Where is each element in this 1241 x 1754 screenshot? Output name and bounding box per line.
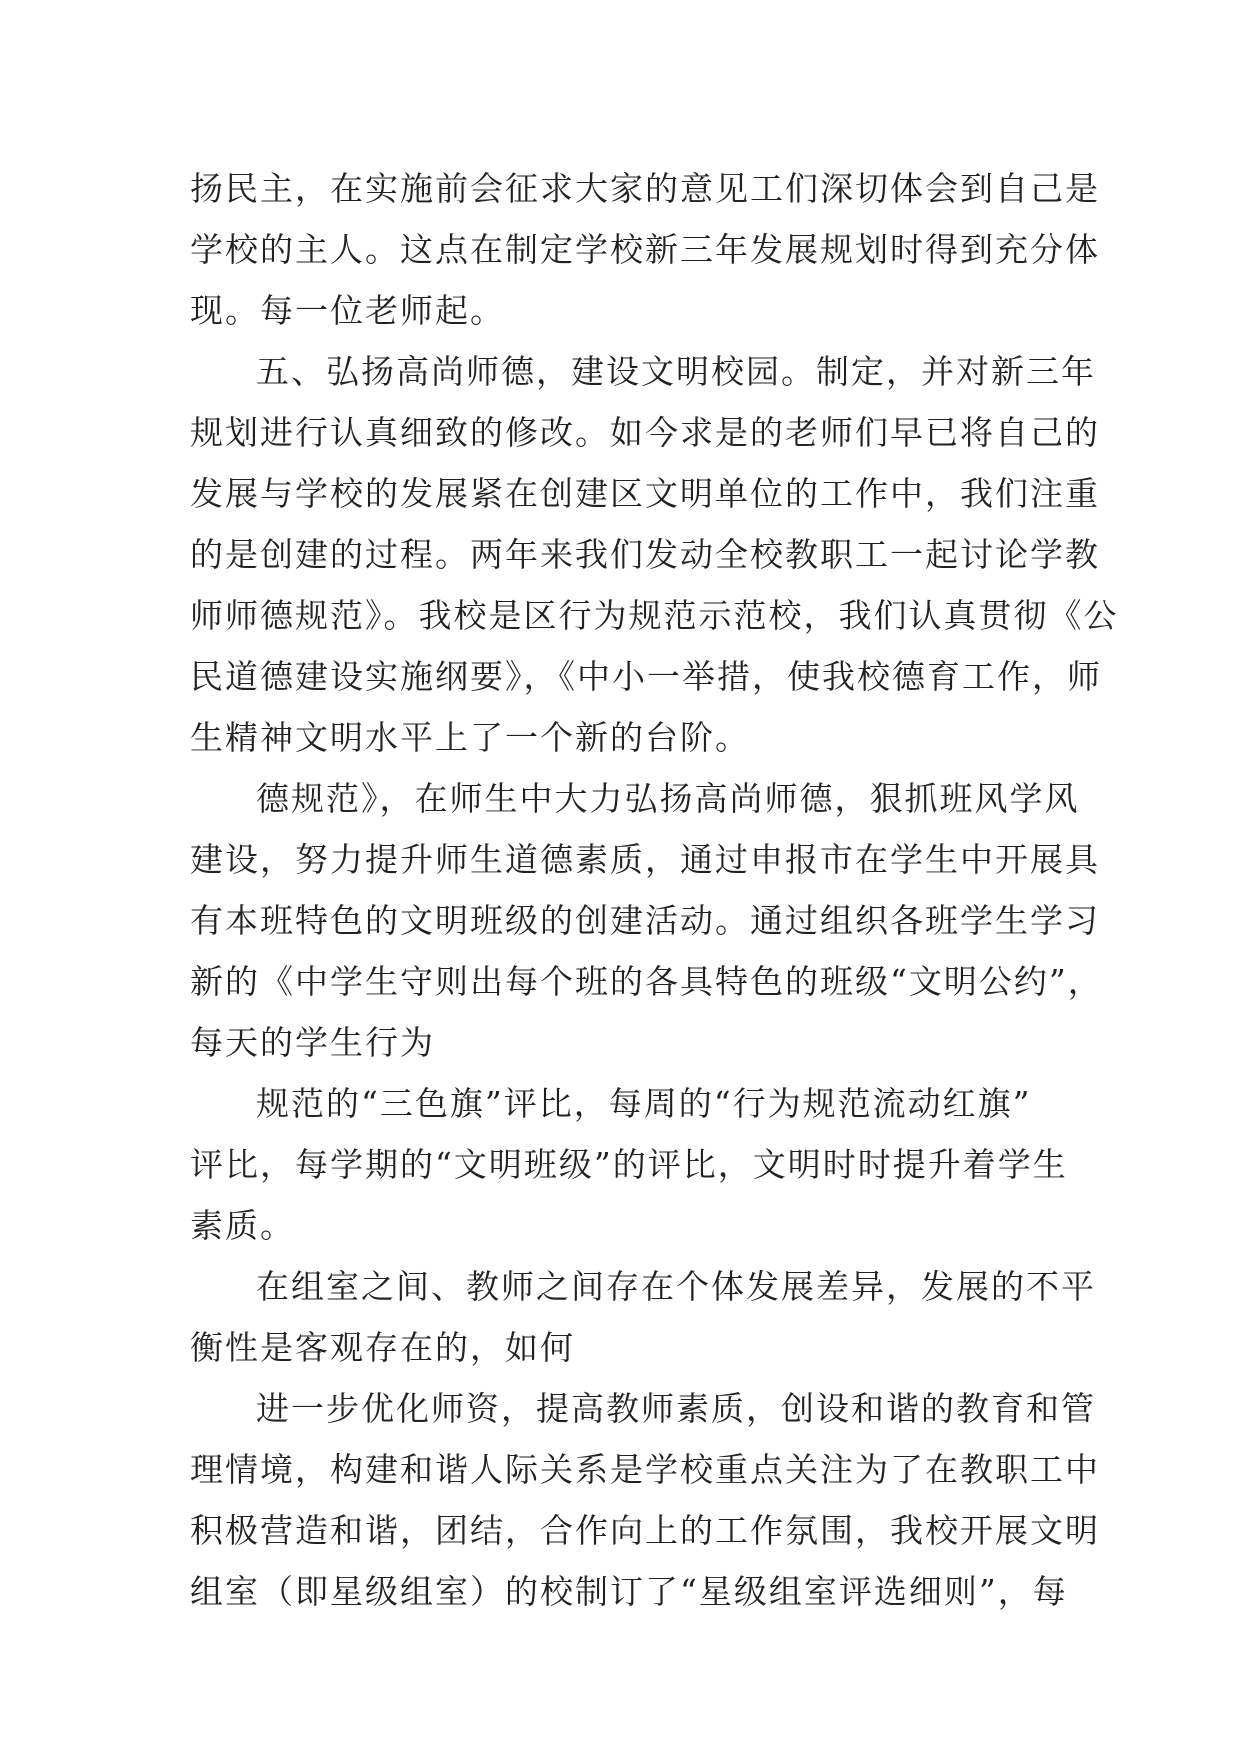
text-line: 进一步优化师资，提高教师素质，创设和谐的教育和管 bbox=[256, 1389, 1096, 1428]
text-line: 在组室之间、教师之间存在个体发展差异，发展的不平 bbox=[256, 1267, 1096, 1306]
paragraph-5 bbox=[190, 1256, 1096, 1378]
paragraph-4 bbox=[190, 1073, 1068, 1256]
text-line: 有本班特色的文明班级的创建活动。通过组织各班学生学习 bbox=[190, 901, 1100, 940]
text-line: 衡性是客观存在的，如何 bbox=[190, 1328, 575, 1367]
text-line: 学校的主人。这点在制定学校新三年发展规划时得到充分体 bbox=[190, 230, 1100, 269]
text-line: 现。每一位老师起。 bbox=[190, 291, 505, 330]
text-line: 扬民主，在实施前会征求大家的意见工们深切体会到自己是 bbox=[190, 169, 1100, 208]
text-line: 发展与学校的发展紧在创建区文明单位的工作中，我们注重 bbox=[190, 474, 1100, 513]
text-line: 生精神文明水平上了一个新的台阶。 bbox=[190, 718, 750, 757]
text-line: 素质。 bbox=[190, 1206, 295, 1245]
text-line: 每天的学生行为 bbox=[190, 1023, 435, 1062]
paragraph-3 bbox=[190, 768, 1103, 1073]
paragraph-6 bbox=[190, 1378, 1100, 1622]
text-line: 规划进行认真细致的修改。如今求是的老师们早已将自己的 bbox=[190, 413, 1100, 452]
text-line: 理情境，构建和谐人际关系是学校重点关注为了在教职工中 bbox=[190, 1450, 1100, 1489]
text-line: 五、弘扬高尚师德，建设文明校园。制定，并对新三年 bbox=[256, 352, 1096, 391]
text-line: 的是创建的过程。两年来我们发动全校教职工一起讨论学教 bbox=[190, 535, 1100, 574]
paragraph-2 bbox=[190, 341, 1119, 768]
text-line: 新的《中学生守则出每个班的各具特色的班级“文明公约”， bbox=[190, 962, 1103, 1001]
text-line: 师师德规范》。我校是区行为规范示范校，我们认真贯彻《公 bbox=[190, 596, 1119, 635]
text-line: 积极营造和谐，团结，合作向上的工作氛围，我校开展文明 bbox=[190, 1511, 1100, 1550]
text-line: 评比，每学期的“文明班级”的评比，文明时时提升着学生 bbox=[190, 1145, 1068, 1184]
text-line: 组室（即星级组室）的校制订了“星级组室评选细则”，每 bbox=[190, 1572, 1068, 1611]
document-body bbox=[190, 158, 1119, 1622]
text-line: 民道德建设实施纲要》，《中小一举措，使我校德育工作，师 bbox=[190, 657, 1102, 696]
text-line: 规范的“三色旗”评比，每周的“行为规范流动红旗” bbox=[256, 1084, 1032, 1123]
text-line: 德规范》，在师生中大力弘扬高尚师德，狠抓班风学风 bbox=[256, 779, 1080, 818]
text-line: 建设，努力提升师生道德素质，通过申报市在学生中开展具 bbox=[190, 840, 1100, 879]
paragraph-1 bbox=[190, 158, 1100, 341]
